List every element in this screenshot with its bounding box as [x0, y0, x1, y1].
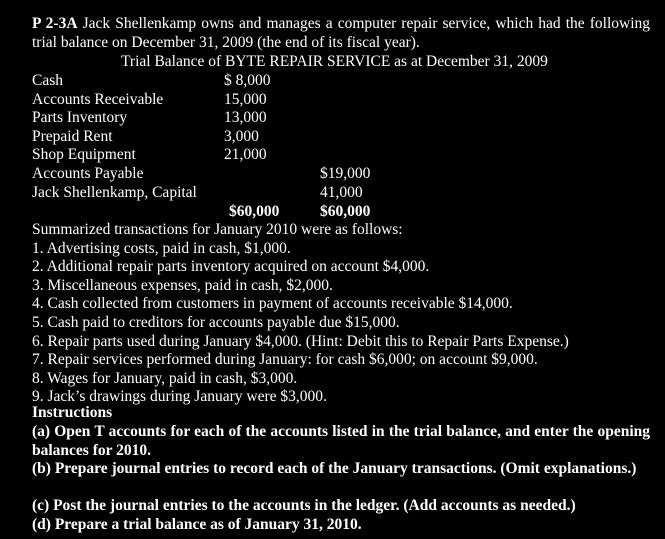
debit-amount: 21,000 [224, 146, 267, 164]
trial-balance-row [32, 91, 432, 110]
trial-balance-row [32, 109, 432, 128]
instruction-item: (b) Prepare journal entries to record each of the January transactions. (Omit explanations.) [32, 460, 637, 477]
transaction-item: 2. Additional repair parts inventory acquired on account $4,000. [32, 258, 430, 276]
account-name: Shop Equipment [32, 146, 136, 164]
transaction-item: 7. Repair services performed during January: for cash $6,000; on account $9,000. [32, 351, 538, 369]
account-name: Accounts Payable [32, 165, 144, 182]
trial-balance-row [32, 128, 432, 147]
problem-intro-text: Jack Shellenkamp owns and manages a computer repair service, which had the following trial balance on December 31, 2009 (the end of its fiscal year). [32, 15, 651, 51]
account-name: Prepaid Rent [32, 127, 113, 145]
problem-label: P 2-3A [32, 15, 78, 32]
trial-balance-row [32, 165, 432, 184]
transaction-item: 6. Repair parts used during January $4,000. (Hint: Debit this to Repair Parts Expense.) [32, 332, 569, 350]
credit-amount: 41,000 [320, 183, 363, 201]
total-debit: $60,000 [229, 203, 280, 220]
trial-balance-title: Trial Balance of BYTE REPAIR SERVICE as at December 31, 2009 [121, 53, 548, 70]
instruction-item: (d) Prepare a trial balance as of January 31, 2010. [32, 515, 362, 533]
total-credit: $60,000 [320, 203, 371, 220]
instruction-item: (c) Post the journal entries to the accounts in the ledger. (Add accounts as needed.) [32, 497, 576, 514]
debit-amount: $ 8,000 [224, 72, 271, 89]
account-name: Cash [32, 72, 63, 89]
account-name: Parts Inventory [32, 109, 128, 127]
trial-balance-row [32, 72, 432, 91]
debit-amount: 3,000 [224, 127, 259, 145]
transaction-item: 9. Jack’s drawings during January were $3,000. [32, 388, 327, 406]
transaction-item: 1. Advertising costs, paid in cash, $1,000. [32, 239, 291, 257]
transaction-item: 4. Cash collected from customers in payment of accounts receivable $14,000. [32, 295, 513, 313]
trial-balance-total-row [32, 203, 432, 222]
instruction-item: (a) Open T accounts for each of the accounts listed in the trial balance, and enter the opening balances for 2010. [32, 423, 650, 459]
transaction-item: 5. Cash paid to creditors for accounts payable due $15,000. [32, 314, 400, 331]
account-name: Jack Shellenkamp, Capital [32, 183, 197, 201]
trial-balance-row [32, 146, 432, 165]
instructions-heading: Instructions [32, 404, 113, 421]
transaction-item: 3. Miscellaneous expenses, paid in cash, $2,000. [32, 276, 333, 294]
transaction-item: 8. Wages for January, paid in cash, $3,000. [32, 369, 298, 387]
debit-amount: 15,000 [224, 90, 267, 108]
debit-amount: 13,000 [224, 109, 267, 127]
trial-balance-row [32, 184, 432, 203]
account-name: Accounts Receivable [32, 90, 164, 108]
transactions-heading: Summarized transactions for January 2010 were as follows: [32, 221, 403, 238]
credit-amount: $19,000 [320, 165, 371, 182]
problem-intro [32, 15, 650, 52]
